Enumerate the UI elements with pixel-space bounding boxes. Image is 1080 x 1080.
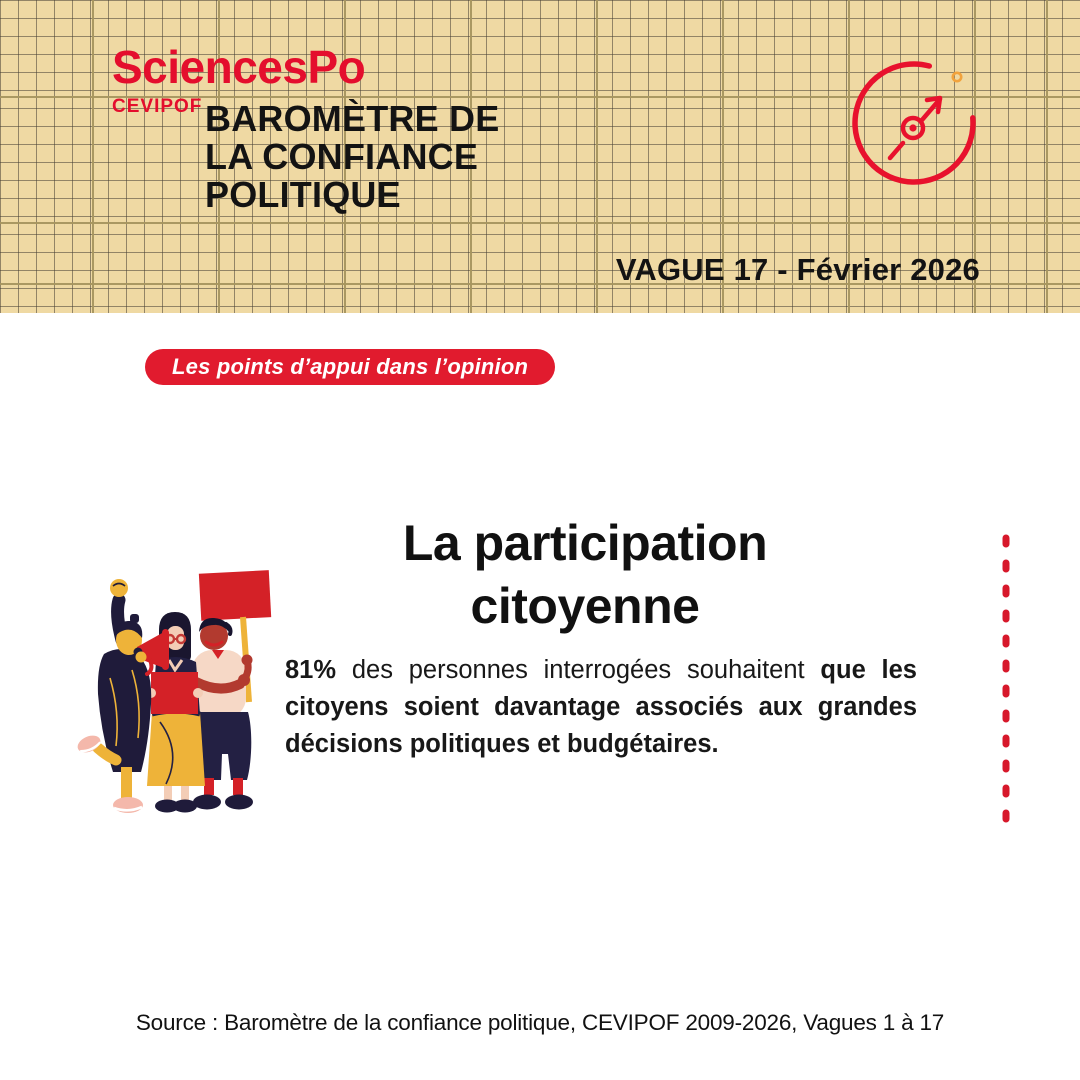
report-title (205, 100, 499, 214)
report-title-line-2: LA CONFIANCE (205, 136, 479, 177)
dashed-divider (999, 529, 1013, 835)
stat-text-bold: que les citoyens soient davantage associés aux grandes décisions politiques et budgétaires. (285, 656, 917, 758)
brand-cevipof: CEVIPOF (112, 96, 203, 117)
wave-label: VAGUE 17 - Février 2026 (615, 252, 980, 287)
topic-badge (145, 349, 555, 385)
page-title-line-1: La participation (402, 515, 768, 571)
report-title-line-3: POLITIQUE (205, 174, 401, 215)
trend-gauge-icon (849, 58, 981, 190)
protesters-illustration (74, 562, 274, 817)
stat-value: 81% (285, 656, 337, 684)
topic-badge-label: Les points d’appui dans l’opinion (172, 354, 529, 379)
page-title-line-2: citoyenne (470, 578, 700, 634)
source-footer: Source : Baromètre de la confiance politique, CEVIPOF 2009-2026, Vagues 1 à 17 (135, 1010, 945, 1035)
report-title-line-1: BAROMÈTRE DE (205, 98, 500, 139)
header-banner (0, 0, 1080, 313)
stat-paragraph (285, 652, 917, 763)
stat-text-regular: des personnes interrogées souhaitent (336, 656, 821, 684)
brand-name: SciencesPo (112, 41, 366, 93)
